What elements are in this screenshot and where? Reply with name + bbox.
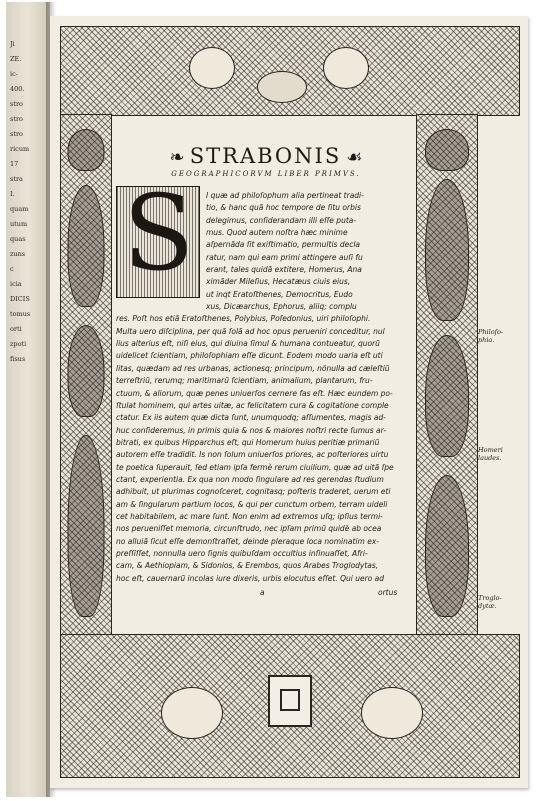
text-line: ctuum, & aliorum, quæ penes uniuerſos cernere fas eſt. Hæc eundem po- bbox=[116, 388, 393, 398]
column-figure-ornament bbox=[425, 179, 469, 321]
left-fragment: tomus bbox=[10, 310, 31, 318]
left-column-ornament bbox=[60, 114, 112, 636]
text-line: delegimus, conſiderandam illi eſſe puta- bbox=[206, 215, 357, 225]
left-fragment: I. bbox=[10, 190, 15, 198]
column-ornament bbox=[68, 325, 105, 417]
vase-ornament bbox=[425, 129, 469, 171]
text-line: cet habitabilem, ac mare ſunt. Non enim ad extremos uſq; ipſius termi- bbox=[116, 511, 383, 521]
left-fragment: stro bbox=[10, 100, 23, 108]
text-line: ctant, experientia. Ex qua non modo ſingulare ad res gerendas ſtudium bbox=[116, 474, 384, 484]
left-fragment: Ji bbox=[10, 40, 15, 48]
left-fragment: orti bbox=[10, 325, 22, 333]
left-page-edge bbox=[6, 2, 50, 797]
text-line: ut inqt Eratoſthenes, Democritus, Eudo bbox=[206, 289, 353, 299]
text-line: preſſiſſet, nonnulla uero ſignis quibuſdam occultius inſinuaſſet, Afri- bbox=[116, 548, 368, 558]
text-line: mus. Quod autem noſtra hæc minime bbox=[206, 228, 348, 238]
initial-letter: S bbox=[123, 172, 195, 294]
fleuron-left-icon: ❧ bbox=[169, 147, 185, 168]
right-page bbox=[50, 16, 528, 788]
text-line: autorem eſſe tradidit. Is non ſolum uniuerſos priores, ac poſteriores uirtu bbox=[116, 450, 389, 460]
left-fragment: zuns bbox=[10, 250, 26, 258]
text-line: ratur, nam qui eam primi attingere auſi fu bbox=[206, 252, 363, 262]
text-line: am & ſingularum partium locos, & qui per cunctum orbem, terram uideli bbox=[116, 499, 388, 509]
text-line: xus, Dicæarchus, Ephorus, aliiq; complu bbox=[206, 302, 357, 312]
text-line: tio, & hanc quã hoc tempore de ſitu orbis bbox=[206, 203, 361, 213]
heading bbox=[116, 144, 416, 168]
text-line: bitrati, ex quibus Hipparchus eſt, qui Homerum huius peritiæ primariũ bbox=[116, 437, 380, 447]
catchword-signature: a bbox=[260, 588, 265, 597]
left-fragment: stra bbox=[10, 175, 23, 183]
left-fragment: 400. bbox=[10, 85, 25, 93]
text-line: ſtulat hominem, qui artes uitæ, ac felicitatem cura & cogitatione comple bbox=[116, 400, 389, 410]
fruit-basket-ornament bbox=[257, 71, 307, 103]
text-line: litas, quædam ad res urbanas, actionesq; principum, nõnulla ad cæleſtiũ bbox=[116, 363, 390, 373]
text-line: nos perueniſſet memoria, circunſtrudo, nec ipſam primũ quidẽ ab ocea bbox=[116, 524, 382, 534]
satyr-mask-ornament bbox=[161, 687, 223, 739]
decorated-initial bbox=[116, 172, 200, 298]
left-fragment: utum bbox=[10, 220, 28, 228]
text-line: lius alterius eſt, niſi eius, qui diuina ſimul & humana contueatur, quorũ bbox=[116, 339, 380, 349]
fleuron-right-icon: ☙ bbox=[346, 147, 363, 168]
margin-note-philosophia: Philoſo- phia. bbox=[478, 328, 504, 344]
text-line: adhibuit, ut plurimas cognoſceret, cognitasq; poſteris traderet, uerum eti bbox=[116, 487, 391, 497]
column-foliage-ornament bbox=[68, 435, 105, 617]
left-fragment: stro bbox=[10, 115, 23, 123]
text-line: te poetica ſuperauit, ſed etiam ipſa fermè rerum ciuilium, quæ ad uitã ſpe bbox=[116, 462, 394, 472]
left-fragment: ZE. bbox=[10, 55, 22, 63]
column-figure-ornament bbox=[68, 185, 105, 307]
satyr-mask-ornament bbox=[361, 687, 423, 739]
heraldic-shield bbox=[268, 675, 312, 727]
left-page-text bbox=[10, 40, 44, 370]
text-line: ximãder Mileſius, Hecatæus ciuis eius, bbox=[206, 277, 351, 287]
left-fragment: ricum bbox=[10, 145, 30, 153]
woodcut-border bbox=[60, 26, 518, 776]
column-ornament bbox=[425, 335, 469, 457]
putto-left-figure bbox=[189, 47, 235, 89]
text-line: cam, & Aethiopiam, & Sidonios, & Erembos, quos Arabes Troglodytas, bbox=[116, 561, 379, 571]
left-fragment: ic- bbox=[10, 70, 18, 78]
left-fragment: c bbox=[10, 265, 14, 273]
book-title: STRABONIS bbox=[189, 144, 342, 168]
text-line: aſpernãda ſit exiſtimatio, permultis decla bbox=[206, 240, 361, 250]
text-line: I quæ ad philoſophum alia pertineat tradi- bbox=[206, 191, 364, 200]
right-column-ornament bbox=[416, 114, 478, 636]
text-line: ctatur. Ex iis autem quæ dicta ſunt, unumquodq; aſſumentes, magis ad- bbox=[116, 413, 386, 423]
text-line: no alluiã ſicut eſſe demonſtraſſet, deinde pleraque loca nominatim ex- bbox=[116, 536, 379, 546]
column-foliage-ornament bbox=[425, 475, 469, 617]
catchword: ortus bbox=[378, 588, 398, 597]
left-fragment: zpoti bbox=[10, 340, 27, 348]
left-fragment: fisus bbox=[10, 355, 26, 363]
bottom-ornament-band bbox=[60, 634, 520, 778]
text-line: huc conſideremus, in primis quia & nos & maiores noſtri recte ſumus ar- bbox=[116, 425, 387, 435]
book-subtitle: GEOGRAPHICORVM LIBER PRIMVS. bbox=[171, 170, 361, 178]
text-line: res. Poſt hos etiã Eratoſthenes, Polybius, Poſedonius, uiri philoſophi. bbox=[116, 314, 371, 324]
left-fragment: quas bbox=[10, 235, 26, 243]
book bbox=[6, 2, 532, 797]
top-ornament-band bbox=[60, 26, 520, 116]
shield-emblem bbox=[280, 689, 300, 711]
margin-note-homeri: Homeri laudes. bbox=[478, 446, 503, 462]
text-line: Multa uero diſciplina, per quã ſolã ad hoc opus perueniri conceditur, nul bbox=[116, 326, 385, 336]
left-fragment: DICIS bbox=[10, 295, 30, 303]
text-line: terreſtriũ, rerumq; maritimarũ ſcientiam, animalium, plantarum, fru- bbox=[116, 376, 373, 386]
left-fragment: quam bbox=[10, 205, 29, 213]
text-line: erant, tales quidã extitere, Homerus, Ana bbox=[206, 265, 362, 275]
margin-note-troglodytae: Troglo- dytæ. bbox=[478, 594, 502, 610]
text-line: hoc eſt, cauernarũ incolas iure dixeris, urbis elocutus eſſet. Qui uero ad bbox=[116, 573, 384, 583]
putto-right-figure bbox=[323, 47, 369, 89]
left-fragment: stro bbox=[10, 130, 23, 138]
left-fragment: icia bbox=[10, 280, 22, 288]
left-fragment: 17 bbox=[10, 160, 19, 168]
text-line: uidelicet ſcientiam, philoſophiam eſſe dicunt. Eodem modo uaria eſt uti bbox=[116, 351, 383, 361]
vase-ornament bbox=[68, 129, 105, 171]
